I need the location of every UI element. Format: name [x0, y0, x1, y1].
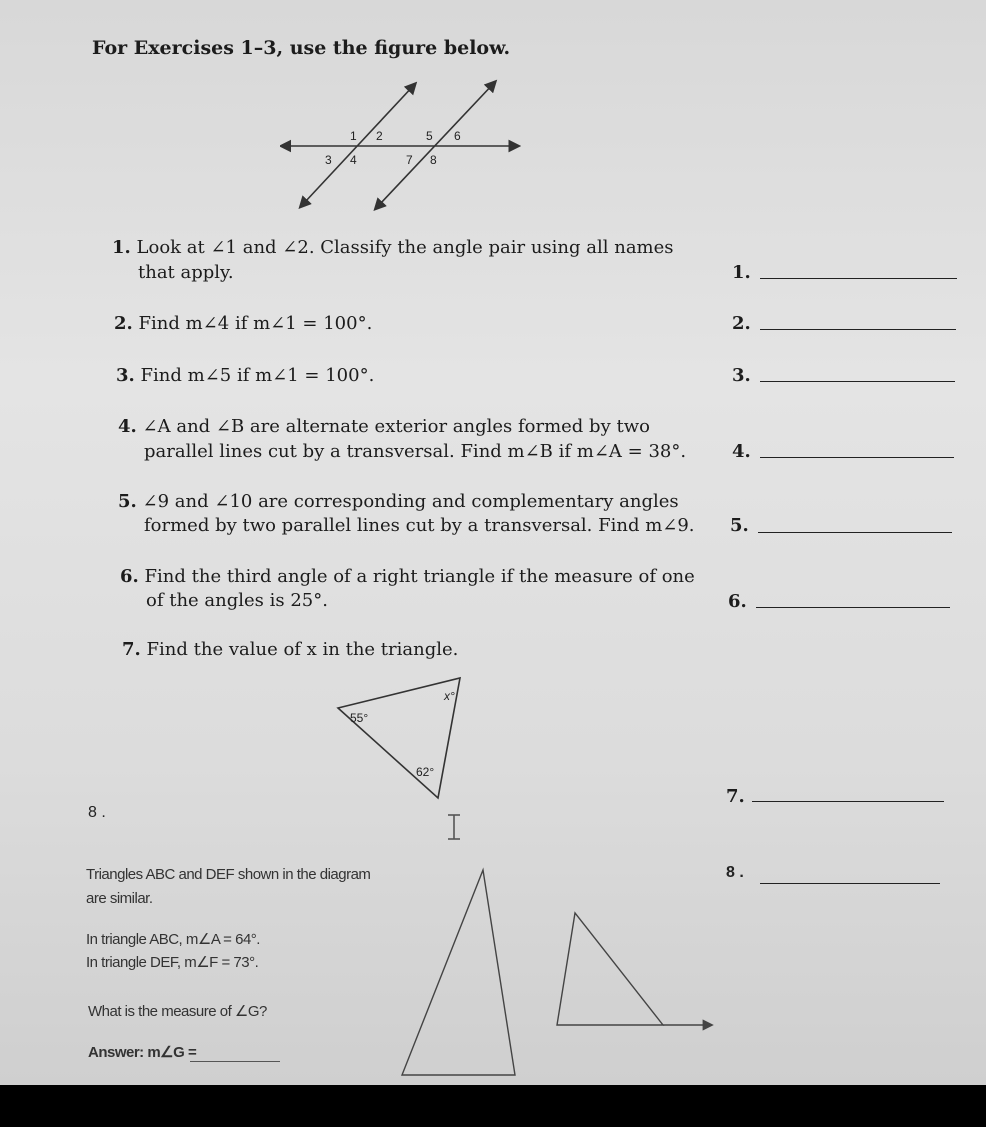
- triangle-abc: [402, 870, 515, 1075]
- angle-label-5: 5: [426, 129, 433, 143]
- question-1-line2: that apply.: [138, 262, 234, 283]
- angle-label-2: 2: [376, 129, 383, 143]
- answer-label-1: 1.: [732, 262, 751, 283]
- question-1: [112, 236, 674, 260]
- question-8-number: 8 .: [88, 804, 106, 821]
- q8-line1: Triangles ABC and DEF shown in the diagram: [86, 866, 371, 883]
- angle-label-4: 4: [350, 153, 357, 167]
- q8-given1: In triangle ABC, m∠A = 64°.: [86, 931, 260, 948]
- answer-blank-3[interactable]: [760, 381, 955, 382]
- question-6-line2: of the angles is 25°.: [146, 590, 328, 611]
- q8-answer-prefix-text: Answer: m∠G =: [88, 1044, 197, 1061]
- angle-label-6: 6: [454, 129, 461, 143]
- text-cursor-icon: [444, 812, 464, 842]
- answer-label-5: 5.: [730, 515, 749, 536]
- triangle-def: [557, 913, 663, 1025]
- q8-given2: In triangle DEF, m∠F = 73°.: [86, 954, 259, 971]
- question-7-line1: Find the value of x in the triangle.: [146, 639, 459, 660]
- answer-blank-7[interactable]: [752, 801, 944, 802]
- question-5-line1: ∠9 and ∠10 are corresponding and complementary angles: [142, 491, 679, 512]
- answer-blank-4[interactable]: [760, 457, 954, 458]
- question-4: [118, 415, 650, 439]
- q8-answer-prefix: [88, 1043, 196, 1061]
- similar-triangles-figure: [395, 865, 725, 1080]
- question-4-number: 4.: [118, 416, 137, 437]
- q8-question: What is the measure of ∠G?: [88, 1003, 267, 1020]
- question-3-line1: Find m∠5 if m∠1 = 100°.: [140, 365, 375, 386]
- question-5-line2: formed by two parallel lines cut by a transversal. Find m∠9.: [144, 515, 695, 536]
- question-3-number: 3.: [116, 365, 135, 386]
- angle-label-7: 7: [406, 153, 413, 167]
- question-2-line1: Find m∠4 if m∠1 = 100°.: [138, 313, 373, 334]
- question-2-number: 2.: [114, 313, 133, 334]
- question-5: [118, 490, 679, 514]
- question-7: [122, 638, 458, 662]
- angle-label-8: 8: [430, 153, 437, 167]
- angle-label-62: 62°: [416, 765, 435, 779]
- answer-label-4: 4.: [732, 441, 751, 462]
- question-6: [120, 565, 695, 589]
- question-7-number: 7.: [122, 639, 141, 660]
- question-4-line1: ∠A and ∠B are alternate exterior angles formed by two: [142, 416, 650, 437]
- question-6-number: 6.: [120, 566, 139, 587]
- answer-label-8: 8 .: [726, 864, 744, 881]
- question-5-number: 5.: [118, 491, 137, 512]
- answer-blank-8[interactable]: [760, 883, 940, 884]
- angle-label-x: x°: [444, 689, 455, 703]
- answer-label-3: 3.: [732, 365, 751, 386]
- question-6-line1: Find the third angle of a right triangle if the measure of one: [144, 566, 695, 587]
- parallel-line-right: [380, 82, 495, 204]
- question-1-line1: Look at ∠1 and ∠2. Classify the angle pair using all names: [136, 237, 674, 258]
- q8-line2: are similar.: [86, 890, 153, 907]
- parallel-lines-figure: [280, 72, 530, 212]
- answer-blank-5[interactable]: [758, 532, 952, 533]
- answer-label-2: 2.: [732, 313, 751, 334]
- question-2: [114, 312, 372, 336]
- answer-label-7: 7.: [726, 786, 745, 807]
- answer-label-6: 6.: [728, 591, 747, 612]
- question-1-number: 1.: [112, 237, 131, 258]
- angle-label-55: 55°: [350, 711, 369, 725]
- instruction-heading: For Exercises 1–3, use the figure below.: [92, 37, 511, 59]
- question-4-line2: parallel lines cut by a transversal. Find m∠B if m∠A = 38°.: [144, 441, 687, 462]
- angle-label-1: 1: [350, 129, 357, 143]
- answer-blank-6[interactable]: [756, 607, 950, 608]
- answer-blank-2[interactable]: [760, 329, 956, 330]
- angle-label-3: 3: [325, 153, 332, 167]
- triangle-q7: [338, 678, 460, 798]
- triangle-figure-q7: [320, 668, 480, 808]
- q8-answer-blank[interactable]: [190, 1061, 280, 1062]
- answer-blank-1[interactable]: [760, 278, 957, 279]
- question-3: [116, 364, 374, 388]
